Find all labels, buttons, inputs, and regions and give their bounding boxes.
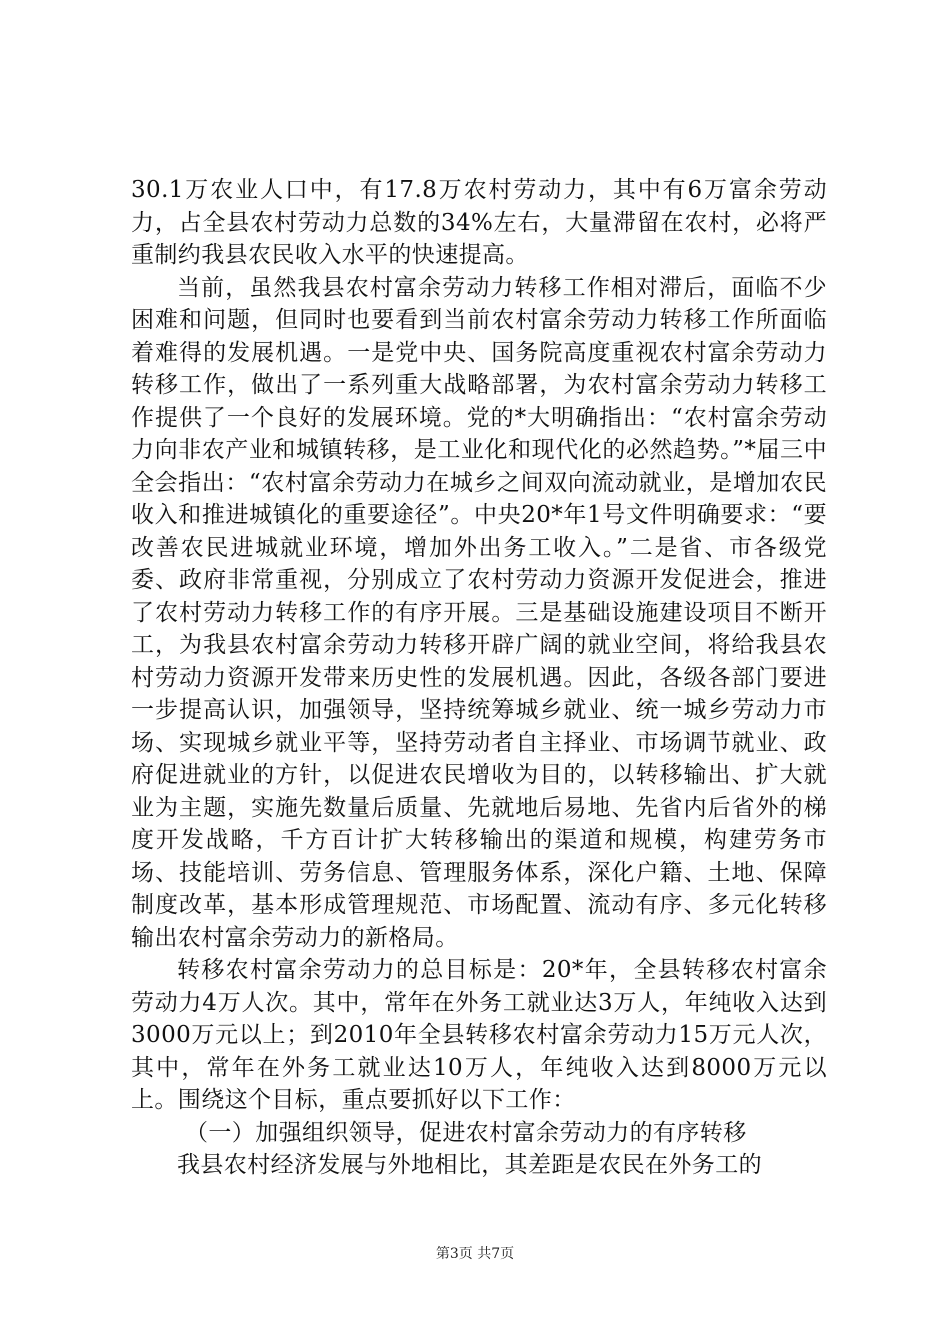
paragraph-development-opportunities: 当前，虽然我县农村富余劳动力转移工作相对滞后，面临不少困难和问题，但同时也要看到当前农村富余劳动力转移工作所面临着难得的发展机遇。一是党中央、国务院高度重视农村富余劳动力转移工作，做出了一系列重大战略部署，为农村富余劳动力转移工作提供了一个良好的发展环境。党的*大明确指出：“农村富余劳动力向非农产业和城镇转移，是工业化和现代化的必然趋势。”*届三中全会指出：“农村富余劳动力在城乡之间双向流动就业，是增加农民收入和推进城镇化的重要途径”。中央20*年1号文件明确要求：“要改善农民进城就业环境，增加外出务工收入。”二是省、市各级党委、政府非常重视，分别成立了农村劳动力资源开发促进会，推进了农村劳动力转移工作的有序开展。三是基础设施建设项目不断开工，为我县农村富余劳动力转移开辟广阔的就业空间，将给我县农村劳动力资源开发带来历史性的发展机遇。因此，各级各部门要进一步提高认识，加强领导，坚持统筹城乡就业、统一城乡劳动力市场、实现城乡就业平等，坚持劳动者自主择业、市场调节就业、政府促进就业的方针，以促进农民增收为目的，以转移输出、扩大就业为主题，实施先数量后质量、先就地后易地、先省内后省外的梯度开发战略，千方百计扩大转移输出的渠道和规模，构建劳务市场、技能培训、劳务信息、管理服务体系，深化户籍、土地、保障制度改革，基本形成管理规范、市场配置、流动有序、多元化转移输出农村富余劳动力的新格局。	[131, 274, 827, 951]
paragraph-overall-goal: 转移农村富余劳动力的总目标是：20*年，全县转移农村富余劳动力4万人次。其中，常年在外务工就业达3万人，年纯收入达到3000万元以上；到2010年全县转移农村富余劳动力15万元人次，其中，常年在外务工就业达10万人，年纯收入达到8000万元以上。围绕这个目标，重点要抓好以下工作：	[131, 957, 827, 1113]
paragraph-labor-statistics: 30.1万农业人口中，有17.8万农村劳动力，其中有6万富余劳动力，占全县农村劳动力总数的34%左右，大量滞留在农村，必将严重制约我县农民收入水平的快速提高。	[131, 177, 827, 268]
page-footer	[0, 1244, 950, 1264]
paragraph-economic-gap: 我县农村经济发展与外地相比，其差距是农民在外务工的	[177, 1152, 762, 1178]
section-heading-organization: （一）加强组织领导，促进农村富余劳动力的有序转移	[185, 1119, 747, 1146]
page-number-indicator: 第3页 共7页	[435, 1246, 515, 1262]
document-body	[131, 174, 827, 1182]
